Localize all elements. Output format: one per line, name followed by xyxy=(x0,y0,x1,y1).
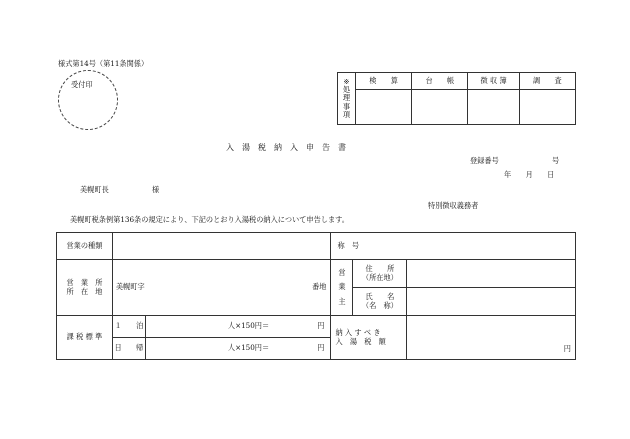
declaration-statement: 美幌町税条例第136条の規定により、下記のとおり入湯税の納入について申告します。 xyxy=(70,215,349,224)
date-line: 年 月 日 xyxy=(504,170,555,179)
day-trip-rate: 人×150円＝ xyxy=(227,343,270,352)
processing-col-ledger: 台 帳 xyxy=(412,73,468,90)
reception-stamp-label: 受付印 xyxy=(71,80,93,89)
day-trip-label: 日 帰 xyxy=(112,338,145,360)
owner-name-label: 氏 名 （名 称） xyxy=(353,288,407,316)
addressee-suffix: 様 xyxy=(152,185,160,194)
tax-basis-label: 課 税 標 準 xyxy=(57,316,113,360)
trade-name-label: 称 号 xyxy=(337,240,360,250)
business-type-field[interactable] xyxy=(112,233,331,260)
overnight-label: １ 泊 xyxy=(112,316,145,338)
overnight-rate: 人×150円＝ xyxy=(227,321,270,330)
registration-number-label: 登録番号 xyxy=(470,156,499,165)
processing-col-check: 検 算 xyxy=(356,73,412,90)
business-location-label: 営 業 所 所 在 地 xyxy=(57,260,113,316)
registration-number-suffix: 号 xyxy=(552,156,560,165)
banchi-suffix: 番地 xyxy=(312,282,327,291)
tax-amount-field[interactable] xyxy=(407,316,576,360)
processing-cell xyxy=(356,90,412,125)
main-table xyxy=(56,232,576,360)
day-trip-field[interactable] xyxy=(145,338,331,360)
owner-name-field[interactable] xyxy=(407,288,576,316)
day-trip-unit: 円 xyxy=(317,343,325,352)
form-number: 様式第14号（第11条関係） xyxy=(58,59,149,68)
overnight-field[interactable] xyxy=(145,316,331,338)
processing-col-collection: 徴 収 簿 xyxy=(468,73,519,90)
processing-box xyxy=(337,72,576,125)
business-location-field[interactable] xyxy=(112,260,331,316)
business-type-label: 営業の種類 xyxy=(57,233,113,260)
processing-cell xyxy=(519,90,575,125)
special-collector-label: 特別徴収義務者 xyxy=(428,201,479,210)
business-owner-label: 営 業 主 xyxy=(331,260,353,316)
addressee: 美幌町長 xyxy=(80,185,109,194)
tax-amount-unit: 円 xyxy=(563,343,571,353)
trade-name-cell[interactable] xyxy=(331,233,576,260)
owner-address-label: 住 所 （所在地） xyxy=(353,260,407,288)
processing-col-survey: 調 査 xyxy=(519,73,575,90)
processing-cell xyxy=(412,90,468,125)
reception-stamp-circle xyxy=(58,70,118,130)
owner-address-field[interactable] xyxy=(407,260,576,288)
tax-amount-label: 納 入 す べ き 入 湯 税 額 xyxy=(331,316,407,360)
page-title: 入 湯 税 納 入 申 告 書 xyxy=(226,143,346,152)
processing-cell xyxy=(468,90,519,125)
town-prefix: 美幌町字 xyxy=(115,282,145,291)
processing-side-label: ※ 処 理 事 項 xyxy=(338,73,356,125)
overnight-unit: 円 xyxy=(317,321,325,330)
